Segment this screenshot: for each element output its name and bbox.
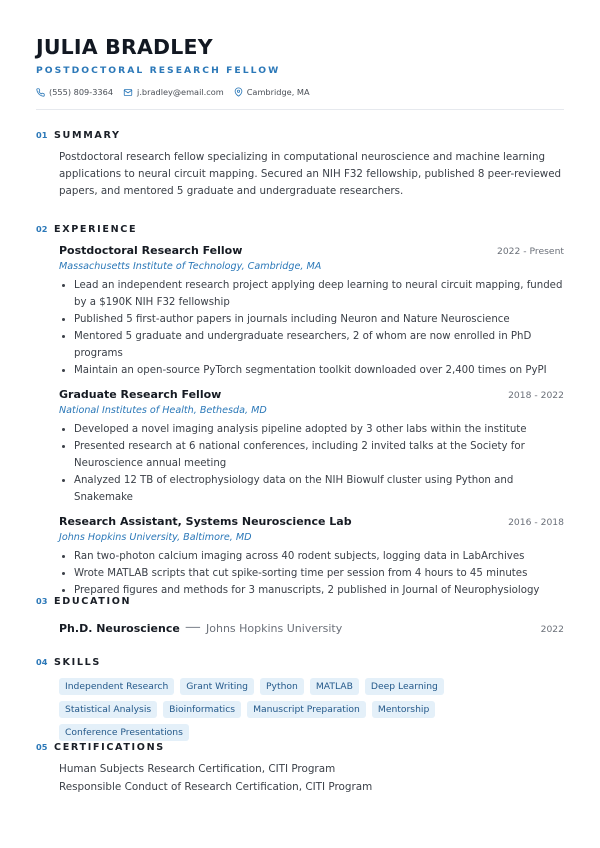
job-date: 2022 - Present	[496, 246, 564, 257]
job-bullets	[59, 548, 564, 599]
job-title: Postdoctoral Research Fellow	[59, 244, 243, 257]
job-date: 2016 - 2018	[508, 517, 564, 528]
education-entry	[59, 617, 564, 636]
section-heading	[36, 655, 564, 669]
phone-text: (555) 809-3364	[49, 87, 114, 97]
job-entry	[59, 244, 564, 379]
section-heading	[36, 222, 564, 236]
section-number: 03	[36, 596, 48, 606]
list-item: • Wrote MATLAB scripts that cut spike-sorting time per session from 4 hours to 45 minutes	[74, 565, 564, 582]
degree: Ph.D. Neuroscience	[59, 622, 180, 635]
job-bullets	[59, 277, 564, 379]
list-item: • Ran two-photon calcium imaging across 40 rodent subjects, logging data in LabArchives	[74, 548, 564, 565]
certifications-list	[59, 760, 564, 796]
summary-section	[36, 128, 564, 200]
job-bullets	[59, 421, 564, 506]
section-title: EDUCATION	[54, 595, 132, 607]
job-organization: Johns Hopkins University, Baltimore, MD	[59, 532, 252, 543]
skill-tag: Python	[260, 678, 304, 695]
list-item: • Presented research at 6 national conferences, including 2 invited talks at the Society for Neuroscience annual meeting	[74, 438, 564, 472]
separator-dash: —	[184, 617, 201, 636]
section-title: SKILLS	[54, 656, 101, 668]
section-number: 05	[36, 742, 48, 752]
skill-tag: MATLAB	[310, 678, 359, 695]
section-title: CERTIFICATIONS	[54, 741, 165, 753]
job-organization: Massachusetts Institute of Technology, Cambridge, MA	[59, 261, 322, 272]
candidate-name: JULIA BRADLEY	[36, 35, 213, 59]
contact-email[interactable]	[123, 86, 224, 98]
graduation-year: 2022	[540, 624, 564, 635]
skill-tag: Grant Writing	[180, 678, 254, 695]
location-pin-icon	[234, 87, 243, 97]
job-date: 2018 - 2022	[508, 390, 564, 401]
candidate-role: POSTDOCTORAL RESEARCH FELLOW	[36, 65, 281, 76]
contact-row	[36, 86, 564, 98]
list-item: • Analyzed 12 TB of electrophysiology data on the NIH Biowulf cluster using Python and Snakemake	[74, 472, 564, 506]
list-item: • Published 5 first-author papers in journals including Neuron and Nature Neuroscience	[74, 311, 564, 328]
section-number: 02	[36, 224, 48, 234]
skill-tag: Conference Presentations	[59, 724, 189, 741]
skills-list	[59, 678, 529, 741]
job-entry	[59, 515, 564, 599]
list-item: • Lead an independent research project applying deep learning to neural circuit mapping, funded by a $190K NIH F32 fellowship	[74, 277, 564, 311]
list-item: • Prepared figures and methods for 3 manuscripts, 2 published in Journal of Neurophysiology	[74, 582, 564, 599]
section-heading	[36, 594, 564, 608]
job-organization: National Institutes of Health, Bethesda, MD	[59, 405, 267, 416]
certification-item: Responsible Conduct of Research Certification, CITI Program	[59, 781, 373, 793]
section-heading	[36, 740, 564, 754]
header-divider	[36, 109, 564, 110]
skill-tag: Independent Research	[59, 678, 174, 695]
skills-section	[36, 655, 564, 741]
skill-tag: Bioinformatics	[163, 701, 241, 718]
list-item: • Maintain an open-source PyTorch segmentation toolkit downloaded over 2,400 times on PyPI	[74, 362, 564, 379]
job-entry	[59, 388, 564, 506]
job-title: Graduate Research Fellow	[59, 388, 222, 401]
school: Johns Hopkins University	[206, 622, 343, 635]
contact-location	[234, 86, 310, 98]
list-item: • Developed a novel imaging analysis pipeline adopted by 3 other labs within the institute	[74, 421, 564, 438]
job-title: Research Assistant, Systems Neuroscience Lab	[59, 515, 352, 528]
experience-section	[36, 222, 564, 599]
skill-tag: Statistical Analysis	[59, 701, 157, 718]
list-item: • Mentored 5 graduate and undergraduate researchers, 2 of whom are now enrolled in PhD programs	[74, 328, 564, 362]
certifications-section	[36, 740, 564, 796]
section-title: SUMMARY	[54, 129, 121, 141]
education-section	[36, 594, 564, 636]
phone-icon	[36, 88, 45, 97]
summary-text: Postdoctoral research fellow specializing in computational neuroscience and machine learning applications to neural circuit mapping. Secured an NIH F32 fellowship, published 8 peer-reviewed papers, and mentored 5 graduate and undergraduate researchers.	[59, 151, 562, 197]
email-text: j.bradley@email.com	[137, 87, 224, 97]
section-title: EXPERIENCE	[54, 223, 138, 235]
section-heading	[36, 128, 564, 142]
section-number: 04	[36, 657, 48, 667]
location-text: Cambridge, MA	[246, 87, 310, 97]
contact-phone	[36, 86, 113, 98]
skill-tag: Mentorship	[372, 701, 435, 718]
skill-tag: Deep Learning	[365, 678, 444, 695]
certification-item: Human Subjects Research Certification, CITI Program	[59, 763, 336, 775]
skill-tag: Manuscript Preparation	[247, 701, 366, 718]
mail-icon	[123, 88, 133, 97]
section-number: 01	[36, 130, 48, 140]
